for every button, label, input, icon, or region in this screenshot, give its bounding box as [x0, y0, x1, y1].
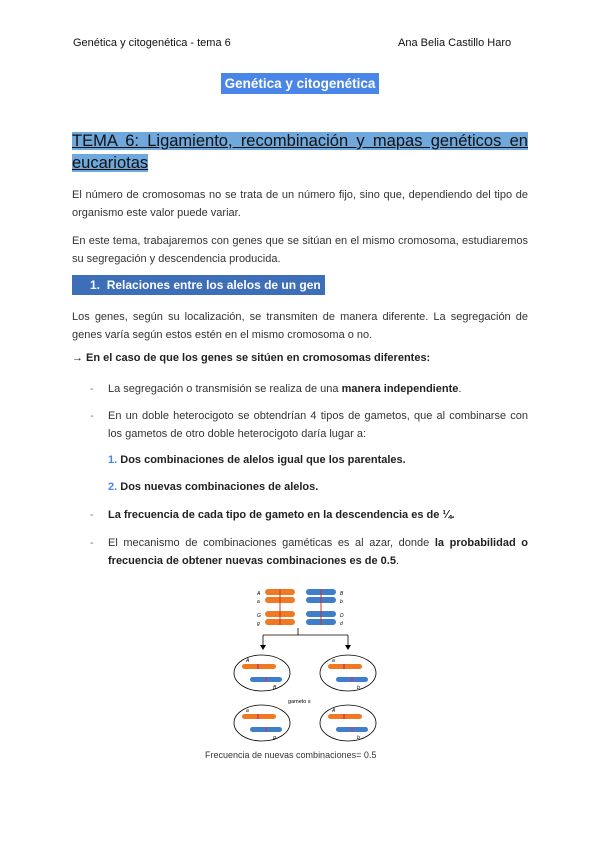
- figure-caption: Frecuencia de nuevas combinaciones= 0.5: [205, 750, 377, 760]
- dash-marker: -: [90, 509, 94, 521]
- allele-label: a: [257, 599, 260, 605]
- allele-label: g: [257, 621, 260, 627]
- allele-label: D: [340, 613, 344, 619]
- intro-paragraph-1: El número de cromosomas no se trata de un número fijo, sino que, dependiendo del tipo de organismo este valor puede variar.: [72, 189, 528, 219]
- allele-label: G: [257, 613, 261, 619]
- subject-title: Genética y citogenética: [0, 75, 600, 93]
- bullet-3: - La frecuencia de cada tipo de gameto en la descendencia es de ¼.: [90, 506, 528, 524]
- chromosome-pair-top: [265, 589, 336, 625]
- intro-paragraph-2: En este tema, trabajaremos con genes que se sitúan en el mismo cromosoma, estudiaremos su segregación y descendencia producida.: [72, 235, 528, 265]
- chromosome-figure: [210, 585, 395, 765]
- dash-marker: -: [90, 383, 94, 395]
- gamete-label: g: [273, 735, 276, 741]
- gamete-label: b: [357, 685, 360, 691]
- bullet-2: - En un doble heterocigoto se obtendrían 4 tipos de gametos, que al combinarse con los gametos de otro doble heterocigoto daría lugar a:: [90, 407, 528, 443]
- gamete-label: a: [246, 708, 249, 714]
- numbered-item-2: 2. Dos nuevas combinaciones de alelos.: [108, 481, 319, 493]
- section-paragraph: Los genes, según su localización, se transmiten de manera diferente. La segregación de genes varía según estos estén en el mismo cromosoma o no.: [72, 311, 528, 341]
- dash-marker: -: [90, 537, 94, 549]
- gamete-label: a: [332, 658, 335, 664]
- gamete-middle-label: gameto s: [288, 699, 311, 705]
- allele-label: B: [340, 591, 344, 597]
- allele-label: A: [257, 591, 261, 597]
- tema-title: TEMA 6: Ligamiento, recombinación y mapas genéticos en eucariotas: [72, 132, 528, 172]
- section-heading: [72, 278, 325, 292]
- gamete: [234, 705, 290, 741]
- header-left: Genética y citogenética - tema 6: [73, 37, 231, 49]
- dash-marker: -: [90, 410, 94, 422]
- gamete-label: A: [246, 658, 250, 664]
- bullet-1: - La segregación o transmisión se realiza de una manera independiente.: [90, 380, 528, 398]
- section-title: Relaciones entre los alelos de un gen: [106, 278, 321, 292]
- gamete: [234, 655, 290, 691]
- gamete-label: B: [273, 685, 277, 691]
- gamete: [320, 655, 376, 691]
- case-heading: → En el caso de que los genes se sitúen en cromosomas diferentes:: [72, 352, 431, 364]
- bullet-4: - El mecanismo de combinaciones gaméticas es al azar, donde la probabilidad o frecuencia de obtener nuevas combinaciones es de 0.5.: [90, 534, 528, 570]
- header-right: Ana Belia Castillo Haro: [398, 37, 512, 49]
- gamete: [320, 705, 376, 741]
- section-number: 1.: [90, 278, 101, 292]
- allele-label: b: [340, 599, 343, 605]
- numbered-item-1: 1. Dos combinaciones de alelos igual que los parentales.: [108, 454, 406, 466]
- gamete-label: A: [332, 708, 336, 714]
- gamete-label: b: [357, 735, 360, 741]
- allele-label: d: [340, 621, 343, 627]
